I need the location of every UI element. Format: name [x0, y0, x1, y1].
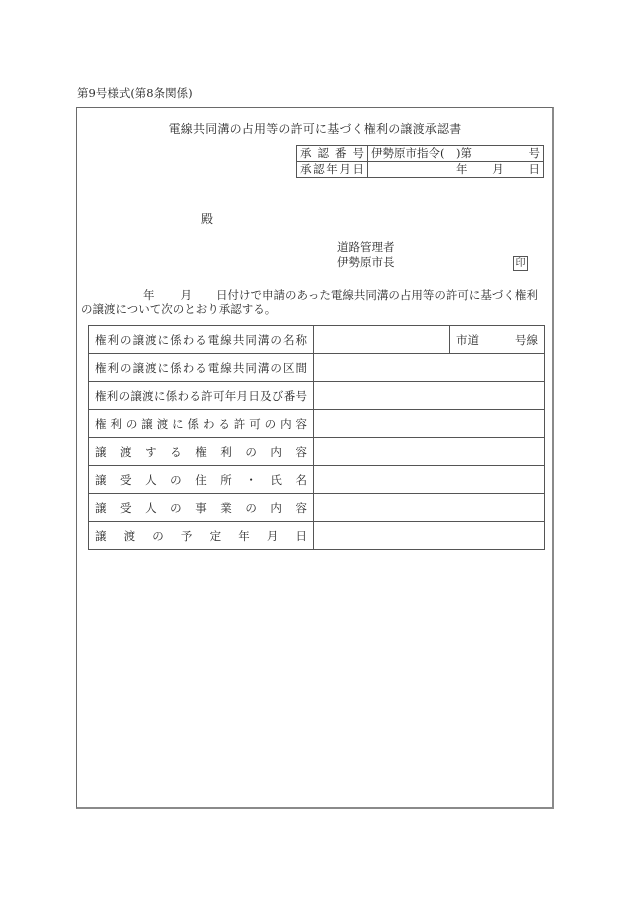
approval-info-table — [296, 145, 544, 178]
seal-mark: 印 — [513, 256, 528, 271]
row-label-transferee-business: 譲受人の事業の内容 — [89, 494, 314, 522]
addressee-honorific: 殿 — [201, 212, 214, 226]
planned-transfer-date-field[interactable] — [314, 522, 545, 550]
issuer-name: 伊勢原市長 — [337, 255, 395, 269]
row-label-transferred-rights: 譲渡する権利の内容 — [89, 438, 314, 466]
approval-statement — [81, 288, 551, 316]
conduit-section-field[interactable] — [314, 354, 545, 382]
approval-date-year: 年 — [456, 162, 468, 176]
table-row — [89, 522, 545, 550]
transfer-details-table — [88, 325, 545, 550]
approval-date-day: 日 — [528, 162, 540, 176]
row-label-planned-transfer-date: 譲渡の予定年月日 — [89, 522, 314, 550]
row-label-transferee-address-name: 譲受人の住所・氏名 — [89, 466, 314, 494]
row-label-conduit-name: 権利の譲渡に係わる電線共同溝の名称 — [89, 326, 314, 354]
road-suffix: 号線 — [515, 332, 538, 347]
road-prefix: 市道 — [456, 332, 479, 347]
approval-number-label: 承認番号 — [297, 146, 368, 162]
transferred-rights-field[interactable] — [314, 438, 545, 466]
statement-line1-rest: 日付けで申請のあった電線共同溝の占用等の許可に基づく権利 — [216, 288, 538, 302]
table-row — [89, 410, 545, 438]
issuer-block — [337, 240, 395, 270]
table-row — [89, 466, 545, 494]
road-route-field[interactable] — [450, 326, 545, 354]
row-label-permit-content: 権利の譲渡に係わる許可の内容 — [89, 410, 314, 438]
permit-content-field[interactable] — [314, 410, 545, 438]
approval-number-field[interactable] — [368, 146, 544, 162]
transferee-business-field[interactable] — [314, 494, 545, 522]
approval-number-row — [297, 146, 544, 162]
table-row — [89, 382, 545, 410]
row-label-permit-date-number: 権利の譲渡に係わる許可年月日及び番号 — [89, 382, 314, 410]
statement-line2: の譲渡について次のとおり承認する。 — [81, 302, 277, 316]
approval-number-suffix: 号 — [528, 146, 540, 160]
issuer-role: 道路管理者 — [337, 240, 395, 254]
conduit-name-field[interactable] — [314, 326, 450, 354]
row-label-conduit-section: 権利の譲渡に係わる電線共同溝の区間 — [89, 354, 314, 382]
statement-year: 年 — [143, 288, 155, 302]
table-row — [89, 326, 545, 354]
approval-date-row — [297, 162, 544, 178]
approval-date-field[interactable] — [368, 162, 544, 178]
form-number-label: 第9号様式(第8条関係) — [77, 86, 193, 100]
document-title: 電線共同溝の占用等の許可に基づく権利の譲渡承認書 — [168, 122, 462, 136]
approval-number-prefix: 伊勢原市指令( )第 — [371, 146, 472, 160]
approval-date-month: 月 — [492, 162, 504, 176]
table-row — [89, 438, 545, 466]
table-row — [89, 494, 545, 522]
table-row — [89, 354, 545, 382]
statement-month: 月 — [180, 288, 192, 302]
transferee-address-name-field[interactable] — [314, 466, 545, 494]
approval-date-label: 承認年月日 — [297, 162, 368, 178]
permit-date-number-field[interactable] — [314, 382, 545, 410]
